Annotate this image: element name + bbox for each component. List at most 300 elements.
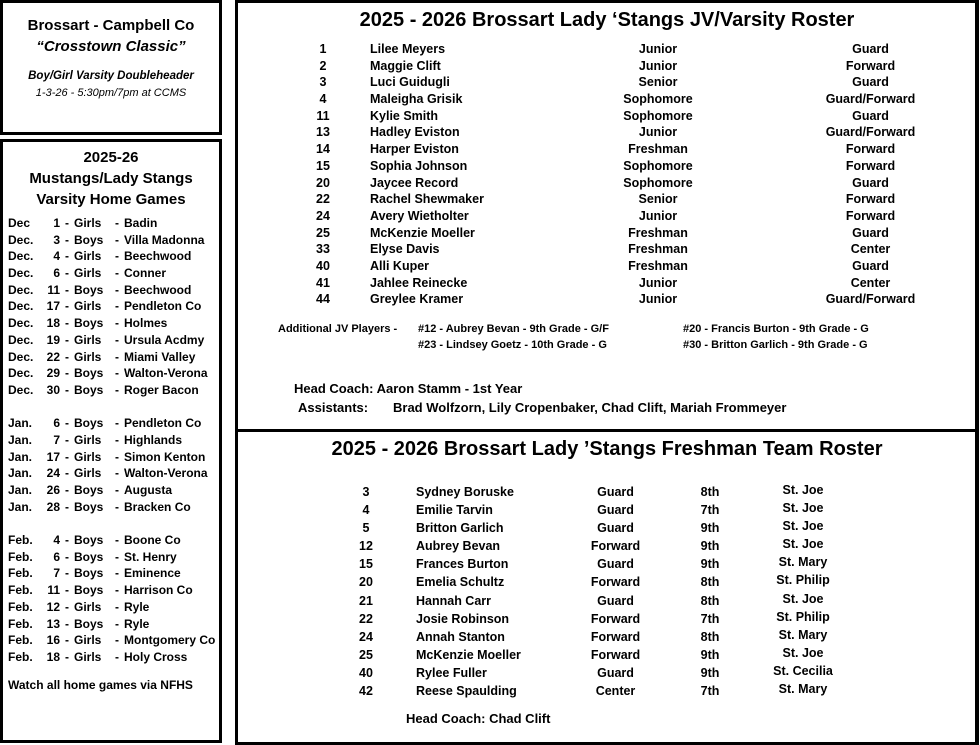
additional-jv-entry: #23 - Lindsey Goetz - 10th Grade - G xyxy=(418,339,607,351)
game-opponent: Augusta xyxy=(124,483,172,497)
schedule-row xyxy=(8,482,220,499)
player-name: McKenzie Moeller xyxy=(370,225,475,240)
player-position: Center xyxy=(850,275,891,290)
game-team: Girls xyxy=(74,349,102,364)
separator: - xyxy=(115,366,119,381)
separator: - xyxy=(65,583,69,598)
game-day: 19 xyxy=(46,332,60,347)
separator: - xyxy=(65,249,69,264)
game-month: Dec. xyxy=(8,316,34,331)
event-box xyxy=(0,0,222,135)
varsity-head-coach: Head Coach: Aaron Stamm - 1st Year xyxy=(294,381,523,396)
player-position: Guard xyxy=(852,42,889,56)
separator: - xyxy=(65,332,69,347)
player-name: Avery Wietholter xyxy=(370,208,469,223)
player-name: Josie Robinson xyxy=(416,611,510,626)
player-grade: 8th xyxy=(700,575,720,590)
player-name: Elyse Davis xyxy=(370,242,440,257)
player-grade: 7th xyxy=(700,611,720,626)
freshman-player-row xyxy=(238,628,976,646)
player-number: 1 xyxy=(319,42,327,56)
game-opponent: Boone Co xyxy=(124,533,181,548)
player-name: Maleigha Grisik xyxy=(370,92,463,107)
schedule-row xyxy=(8,248,220,265)
separator: - xyxy=(115,599,119,614)
player-name: Emilie Tarvin xyxy=(416,503,493,518)
player-number: 33 xyxy=(316,242,330,257)
player-position: Forward xyxy=(590,575,641,590)
varsity-player-row xyxy=(238,158,976,175)
player-number: 41 xyxy=(316,275,330,290)
separator: - xyxy=(115,232,119,247)
player-position: Forward xyxy=(590,539,641,554)
freshman-player-row xyxy=(238,519,976,537)
player-position: Center xyxy=(850,242,891,257)
additional-jv-entry: #12 - Aubrey Bevan - 9th Grade - G/F xyxy=(418,323,609,335)
varsity-player-row xyxy=(238,58,976,75)
player-position: Forward xyxy=(845,208,896,223)
separator: - xyxy=(65,649,69,664)
player-school: St. Cecilia xyxy=(773,663,833,678)
game-team: Boys xyxy=(74,416,104,431)
player-class: Freshman xyxy=(628,225,688,240)
schedule-row xyxy=(8,315,220,332)
player-number: 4 xyxy=(319,92,327,107)
game-day: 24 xyxy=(46,466,60,481)
game-month: Jan. xyxy=(8,483,33,497)
player-number: 13 xyxy=(316,125,330,140)
game-day: 30 xyxy=(46,382,60,397)
player-number: 2 xyxy=(319,58,327,73)
additional-jv-entry: #20 - Francis Burton - 9th Grade - G xyxy=(683,323,869,335)
player-grade: 9th xyxy=(700,521,720,536)
game-day: 7 xyxy=(53,566,60,581)
schedule-row xyxy=(8,499,220,516)
freshman-head-coach: Head Coach: Chad Clift xyxy=(406,711,551,726)
separator: - xyxy=(65,416,69,431)
separator: - xyxy=(115,216,119,230)
player-name: Annah Stanton xyxy=(416,629,505,644)
freshman-player-row xyxy=(238,501,976,519)
game-opponent: Beechwood xyxy=(124,282,192,297)
event-subtitle: “Crosstown Classic” xyxy=(36,38,186,55)
separator: - xyxy=(65,232,69,247)
game-day: 13 xyxy=(46,616,60,631)
assistant-coaches: Brad Wolfzorn, Lily Cropenbaker, Chad Clift, Mariah Frommeyer xyxy=(393,400,787,415)
event-description: Boy/Girl Varsity Doubleheader xyxy=(28,70,194,82)
freshman-player-row xyxy=(238,573,976,591)
separator: - xyxy=(115,332,119,347)
game-team: Girls xyxy=(74,649,102,664)
game-month: Dec. xyxy=(8,249,34,264)
schedule-row xyxy=(8,599,220,616)
game-day: 18 xyxy=(46,316,60,331)
separator: - xyxy=(115,583,119,598)
player-number: 12 xyxy=(359,539,373,554)
player-position: Guard xyxy=(597,665,634,680)
game-month: Feb. xyxy=(8,566,33,581)
separator: - xyxy=(115,282,119,297)
separator: - xyxy=(115,483,119,497)
separator: - xyxy=(115,349,119,364)
player-grade: 7th xyxy=(700,684,720,699)
separator: - xyxy=(115,316,119,331)
game-month: Feb. xyxy=(8,533,33,548)
game-opponent: Highlands xyxy=(124,432,183,447)
player-name: Sophia Johnson xyxy=(370,158,468,173)
player-name: Greylee Kramer xyxy=(370,292,464,307)
separator: - xyxy=(115,633,119,648)
separator: - xyxy=(65,382,69,397)
game-month: Feb. xyxy=(8,649,33,664)
varsity-player-row xyxy=(238,74,976,91)
player-grade: 7th xyxy=(700,503,720,518)
schedule-spacer xyxy=(8,399,220,416)
player-position: Forward xyxy=(590,629,641,644)
varsity-player-row xyxy=(238,108,976,125)
varsity-player-row xyxy=(238,241,976,258)
schedule-row xyxy=(8,549,220,566)
player-class: Junior xyxy=(638,125,678,140)
game-opponent: Beechwood xyxy=(124,249,192,264)
game-team: Boys xyxy=(74,382,104,397)
player-position: Guard/Forward xyxy=(825,125,916,140)
separator: - xyxy=(115,616,119,631)
player-name: Kylie Smith xyxy=(370,108,439,123)
player-name: Rachel Shewmaker xyxy=(370,192,484,207)
game-day: 3 xyxy=(53,232,60,247)
player-name: Maggie Clift xyxy=(370,58,441,73)
player-class: Senior xyxy=(638,75,678,90)
separator: - xyxy=(65,299,69,314)
separator: - xyxy=(115,533,119,548)
game-opponent: St. Henry xyxy=(124,549,177,564)
player-grade: 9th xyxy=(700,557,720,572)
player-name: Hannah Carr xyxy=(416,593,492,608)
game-month: Jan. xyxy=(8,466,33,481)
player-number: 24 xyxy=(316,208,330,223)
player-number: 40 xyxy=(316,258,330,273)
player-name: Harper Eviston xyxy=(370,142,459,157)
game-day: 11 xyxy=(47,583,60,598)
varsity-player-row xyxy=(238,225,976,242)
game-month: Feb. xyxy=(8,599,33,614)
additional-jv-entry: #30 - Britton Garlich - 9th Grade - G xyxy=(683,339,868,351)
player-position: Guard xyxy=(597,593,634,608)
player-grade: 9th xyxy=(700,647,720,662)
separator: - xyxy=(65,599,69,614)
player-class: Sophomore xyxy=(623,158,693,173)
schedule-row xyxy=(8,465,220,482)
varsity-player-row xyxy=(238,175,976,192)
player-number: 22 xyxy=(316,192,330,207)
freshman-roster-title: 2025 - 2026 Brossart Lady ’Stangs Freshman Team Roster xyxy=(331,438,883,460)
game-opponent: Pendleton Co xyxy=(124,299,202,314)
separator: - xyxy=(65,449,69,464)
player-position: Guard/Forward xyxy=(825,92,916,107)
game-opponent: Walton-Verona xyxy=(124,466,208,481)
player-name: Frances Burton xyxy=(416,557,509,572)
separator: - xyxy=(65,483,69,497)
player-grade: 8th xyxy=(700,593,720,608)
player-name: Lilee Meyers xyxy=(370,42,446,56)
player-class: Freshman xyxy=(628,142,688,157)
additional-jv-label: Additional JV Players - xyxy=(278,323,398,335)
varsity-roster-list xyxy=(238,41,976,308)
varsity-player-row xyxy=(238,191,976,208)
schedule-spacer xyxy=(8,515,220,532)
player-position: Forward xyxy=(845,58,896,73)
game-opponent: Walton-Verona xyxy=(124,366,208,381)
separator: - xyxy=(115,649,119,664)
game-team: Boys xyxy=(74,366,104,381)
separator: - xyxy=(115,449,119,464)
player-school: St. Joe xyxy=(782,537,824,552)
player-number: 5 xyxy=(362,521,370,536)
varsity-player-row xyxy=(238,91,976,108)
player-number: 44 xyxy=(316,292,330,307)
player-number: 11 xyxy=(316,108,330,123)
watch-note: Watch all home games via NFHS xyxy=(8,678,193,692)
schedule-row xyxy=(8,232,220,249)
player-school: St. Mary xyxy=(778,555,828,570)
game-team: Boys xyxy=(74,282,104,297)
game-opponent: Villa Madonna xyxy=(124,232,205,247)
game-day: 17 xyxy=(46,449,60,464)
game-day: 7 xyxy=(53,432,60,447)
separator: - xyxy=(115,299,119,314)
separator: - xyxy=(115,382,119,397)
separator: - xyxy=(65,432,69,447)
game-month: Dec. xyxy=(8,299,34,314)
freshman-player-row xyxy=(238,610,976,628)
player-school: St. Joe xyxy=(782,591,824,606)
freshman-roster-list xyxy=(238,483,976,700)
game-team: Boys xyxy=(74,616,104,631)
varsity-player-row xyxy=(238,291,976,308)
player-number: 15 xyxy=(359,557,373,572)
game-month: Dec. xyxy=(8,266,34,281)
schedule-row xyxy=(8,449,220,466)
game-team: Girls xyxy=(74,432,102,447)
event-datetime: 1-3-26 - 5:30pm/7pm at CCMS xyxy=(35,87,187,99)
separator: - xyxy=(65,566,69,581)
schedule-row xyxy=(8,649,220,666)
player-class: Junior xyxy=(638,275,678,290)
schedule-heading xyxy=(3,147,219,210)
game-team: Boys xyxy=(74,566,104,581)
player-position: Guard xyxy=(597,503,634,518)
game-opponent: Montgomery Co xyxy=(124,633,216,648)
schedule-row xyxy=(8,349,220,366)
game-month: Feb. xyxy=(8,633,33,648)
schedule-row xyxy=(8,265,220,282)
game-team: Girls xyxy=(74,216,102,230)
player-name: Aubrey Bevan xyxy=(416,539,501,554)
schedule-row xyxy=(8,298,220,315)
game-day: 6 xyxy=(53,266,60,281)
game-month: Dec. xyxy=(8,382,34,397)
freshman-player-row xyxy=(238,664,976,682)
freshman-player-row xyxy=(238,483,976,501)
game-opponent: Ursula Acdmy xyxy=(124,332,205,347)
player-name: Luci Guidugli xyxy=(370,75,450,90)
varsity-player-row xyxy=(238,275,976,292)
varsity-roster-box xyxy=(235,0,979,432)
schedule-list xyxy=(8,215,220,666)
player-name: Rylee Fuller xyxy=(416,665,487,680)
player-position: Forward xyxy=(845,192,896,207)
player-class: Junior xyxy=(638,58,678,73)
player-position: Center xyxy=(595,684,636,699)
home-games-box xyxy=(0,139,222,743)
player-number: 20 xyxy=(359,575,373,590)
game-day: 12 xyxy=(46,599,60,614)
separator: - xyxy=(65,316,69,331)
player-class: Sophomore xyxy=(623,92,693,107)
player-grade: 8th xyxy=(700,485,720,499)
game-day: 29 xyxy=(46,366,60,381)
game-day: 26 xyxy=(46,483,60,497)
game-month: Feb. xyxy=(8,583,33,598)
game-opponent: Simon Kenton xyxy=(124,449,206,464)
player-number: 25 xyxy=(359,647,373,662)
varsity-player-row xyxy=(238,124,976,141)
player-number: 3 xyxy=(362,485,370,499)
schedule-row xyxy=(8,332,220,349)
player-school: St. Joe xyxy=(782,645,824,660)
schedule-row xyxy=(8,282,220,299)
schedule-heading-label: Varsity Home Games xyxy=(36,191,186,208)
schedule-heading-season: 2025-26 xyxy=(83,149,139,166)
separator: - xyxy=(65,633,69,648)
player-name: Emelia Schultz xyxy=(416,575,505,590)
game-opponent: Pendleton Co xyxy=(124,416,202,431)
player-class: Junior xyxy=(638,208,678,223)
separator: - xyxy=(65,366,69,381)
player-school: St. Philip xyxy=(776,573,830,588)
player-position: Guard xyxy=(852,175,889,190)
player-name: Jaycee Record xyxy=(370,175,459,190)
game-opponent: Eminence xyxy=(124,566,181,581)
player-grade: 8th xyxy=(700,629,720,644)
schedule-row xyxy=(8,432,220,449)
game-team: Boys xyxy=(74,483,104,497)
schedule-row xyxy=(8,215,220,232)
player-number: 22 xyxy=(359,611,373,626)
player-position: Guard xyxy=(597,557,634,572)
player-name: Sydney Boruske xyxy=(416,485,514,499)
separator: - xyxy=(115,499,119,514)
player-number: 40 xyxy=(359,665,373,680)
freshman-player-row xyxy=(238,555,976,573)
player-number: 3 xyxy=(319,75,327,90)
player-position: Forward xyxy=(845,142,896,157)
player-position: Guard xyxy=(852,108,889,123)
player-school: St. Joe xyxy=(782,483,824,497)
schedule-row xyxy=(8,532,220,549)
player-class: Senior xyxy=(638,192,678,207)
separator: - xyxy=(115,566,119,581)
game-opponent: Bracken Co xyxy=(124,499,191,514)
separator: - xyxy=(115,466,119,481)
player-school: St. Joe xyxy=(782,501,824,516)
game-month: Feb. xyxy=(8,616,33,631)
freshman-player-row xyxy=(238,537,976,555)
game-month: Jan. xyxy=(8,432,33,447)
player-position: Guard xyxy=(852,75,889,90)
game-month: Dec. xyxy=(8,332,34,347)
game-team: Girls xyxy=(74,332,102,347)
game-day: 16 xyxy=(46,633,60,648)
game-team: Boys xyxy=(74,499,104,514)
game-month: Dec. xyxy=(8,366,34,381)
game-month: Jan. xyxy=(8,499,33,514)
game-team: Boys xyxy=(74,583,104,598)
schedule-row xyxy=(8,582,220,599)
game-month: Dec. xyxy=(8,349,34,364)
player-name: Jahlee Reinecke xyxy=(370,275,468,290)
schedule-row xyxy=(8,565,220,582)
player-grade: 9th xyxy=(700,665,720,680)
separator: - xyxy=(65,499,69,514)
player-number: 42 xyxy=(359,684,373,699)
game-opponent: Ryle xyxy=(124,616,150,631)
game-team: Girls xyxy=(74,633,102,648)
freshman-player-row xyxy=(238,682,976,700)
separator: - xyxy=(65,549,69,564)
game-month: Dec xyxy=(8,216,31,230)
game-day: 6 xyxy=(53,416,60,431)
player-name: McKenzie Moeller xyxy=(416,647,521,662)
game-day: 22 xyxy=(46,349,60,364)
game-team: Girls xyxy=(74,299,102,314)
player-class: Freshman xyxy=(628,258,688,273)
game-day: 17 xyxy=(46,299,60,314)
separator: - xyxy=(65,466,69,481)
player-number: 14 xyxy=(316,142,330,157)
game-team: Boys xyxy=(74,316,104,331)
game-month: Jan. xyxy=(8,449,33,464)
game-opponent: Ryle xyxy=(124,599,150,614)
game-team: Girls xyxy=(74,466,102,481)
schedule-heading-teams: Mustangs/Lady Stangs xyxy=(29,170,193,187)
player-position: Forward xyxy=(590,647,641,662)
player-number: 25 xyxy=(316,225,330,240)
game-team: Girls xyxy=(74,266,102,281)
player-name: Reese Spaulding xyxy=(416,684,517,699)
game-opponent: Roger Bacon xyxy=(124,382,199,397)
player-position: Guard xyxy=(597,485,634,499)
player-school: St. Joe xyxy=(782,519,824,534)
player-grade: 9th xyxy=(700,539,720,554)
player-position: Guard xyxy=(852,225,889,240)
separator: - xyxy=(65,216,69,230)
schedule-row xyxy=(8,415,220,432)
game-opponent: Badin xyxy=(124,216,158,230)
player-number: 24 xyxy=(359,629,373,644)
separator: - xyxy=(115,549,119,564)
player-number: 20 xyxy=(316,175,330,190)
player-school: St. Mary xyxy=(778,627,828,642)
game-opponent: Harrison Co xyxy=(124,583,193,598)
player-school: St. Mary xyxy=(778,682,828,697)
game-month: Jan. xyxy=(8,416,33,431)
varsity-player-row xyxy=(238,208,976,225)
game-team: Boys xyxy=(74,533,104,548)
separator: - xyxy=(65,533,69,548)
separator: - xyxy=(65,349,69,364)
